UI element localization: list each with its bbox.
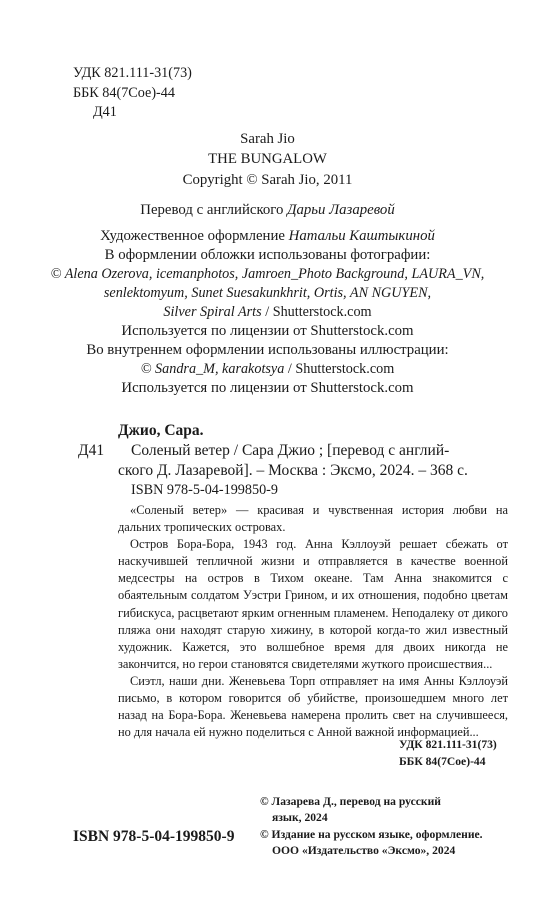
catalog-isbn: ISBN 978-5-04-199850-9 xyxy=(131,482,278,498)
udk-code: УДК 821.111-31(73) xyxy=(73,65,192,81)
license-line-2: Используется по лицензии от Shutterstock.com xyxy=(121,380,414,396)
classification-bbk: ББК 84(7Сое)-44 xyxy=(399,755,486,768)
footer-isbn: ISBN 978-5-04-199850-9 xyxy=(73,828,235,845)
license-line-1: Используется по лицензии от Shutterstock.com xyxy=(121,323,414,339)
design-credit xyxy=(0,228,535,245)
photo-credits-2: senlektomyum, Sunet Suesakunkhrit, Ortis, AN NGUYEN, xyxy=(103,285,432,301)
abstract-paragraph: Сиэтл, наши дни. Женевьева Торп отправляет на имя Анны Кэллоуэй письмо, в котором говорится об убийстве, произошедшем много лет назад на Бора-Бора. Женевьева намерена пролить свет на случившееся, но для начала ей нужно поделиться с Анной важной информацией... xyxy=(118,673,508,740)
book-abstract xyxy=(118,502,508,741)
translation-credit xyxy=(0,202,535,219)
translator-name: Дарьи Лазаревой xyxy=(287,202,395,218)
classification-udk: УДК 821.111-31(73) xyxy=(399,738,497,751)
photo-credits-3-rest: / Shutterstock.com xyxy=(261,304,372,320)
translation-prefix: Перевод с английского xyxy=(140,202,288,218)
designer-name: Натальи Каштыкиной xyxy=(288,228,435,244)
photo-credits-1: © Alena Ozerova, icemanphotos, Jamroen_Photo Background, LAURA_VN, xyxy=(50,266,485,282)
photo-credits-3 xyxy=(0,304,535,321)
original-author: Sarah Jio xyxy=(240,131,295,147)
bbk-code: ББК 84(7Сое)-44 xyxy=(73,85,175,101)
original-title: THE BUNGALOW xyxy=(208,151,327,167)
catalog-line-1: Соленый ветер / Сара Джио ; [перевод с англий- xyxy=(131,442,450,459)
illustration-credits xyxy=(0,361,535,378)
catalog-line-2: ского Д. Лазаревой]. – Москва : Эксмо, 2024. – 368 с. xyxy=(118,462,468,479)
photo-credits-3-italic: Silver Spiral Arts xyxy=(163,304,262,320)
catalog-heading: Джио, Сара. xyxy=(118,422,204,439)
footer-copyright-2a: © Издание на русском языке, оформление. xyxy=(260,828,483,841)
footer-copyright-1a: © Лазарева Д., перевод на русский xyxy=(260,795,441,808)
illustration-credits-rest: / Shutterstock.com xyxy=(284,361,395,377)
design-prefix: Художественное оформление xyxy=(100,228,289,244)
footer-copyright-1b: язык, 2024 xyxy=(272,811,328,824)
original-copyright: Copyright © Sarah Jio, 2011 xyxy=(182,172,353,188)
interior-illustrations-line: Во внутреннем оформлении использованы иллюстрации: xyxy=(86,342,449,358)
cover-photos-line: В оформлении обложки использованы фотографии: xyxy=(104,247,431,263)
footer-copyright-2b: ООО «Издательство «Эксмо», 2024 xyxy=(272,844,456,857)
cutter-code: Д41 xyxy=(93,104,117,120)
illustration-credits-italic: © Sandra_M, karakotsya xyxy=(140,361,285,377)
catalog-cutter: Д41 xyxy=(78,442,105,459)
abstract-paragraph: Остров Бора-Бора, 1943 год. Анна Кэллоуэй решает сбежать от наскучившей тепличной жизни и отправляется в качестве военной медсестры на остров в Тихом океане. Там Анна знакомится с обаятельным солдатом Уэстри Грином, и их отношения, подобно цветам гибискуса, расцветают ярким огненным пламенем. Неподалеку от дикого пляжа они находят старую хижину, в которой когда-то жил известный художник. Кажется, это волшебное время для двоих никогда не закончится, но герои становятся свидетелями жуткого происшествия... xyxy=(118,537,508,671)
abstract-paragraph: «Соленый ветер» — красивая и чувственная история любви на дальних тропических островах. xyxy=(118,503,508,535)
